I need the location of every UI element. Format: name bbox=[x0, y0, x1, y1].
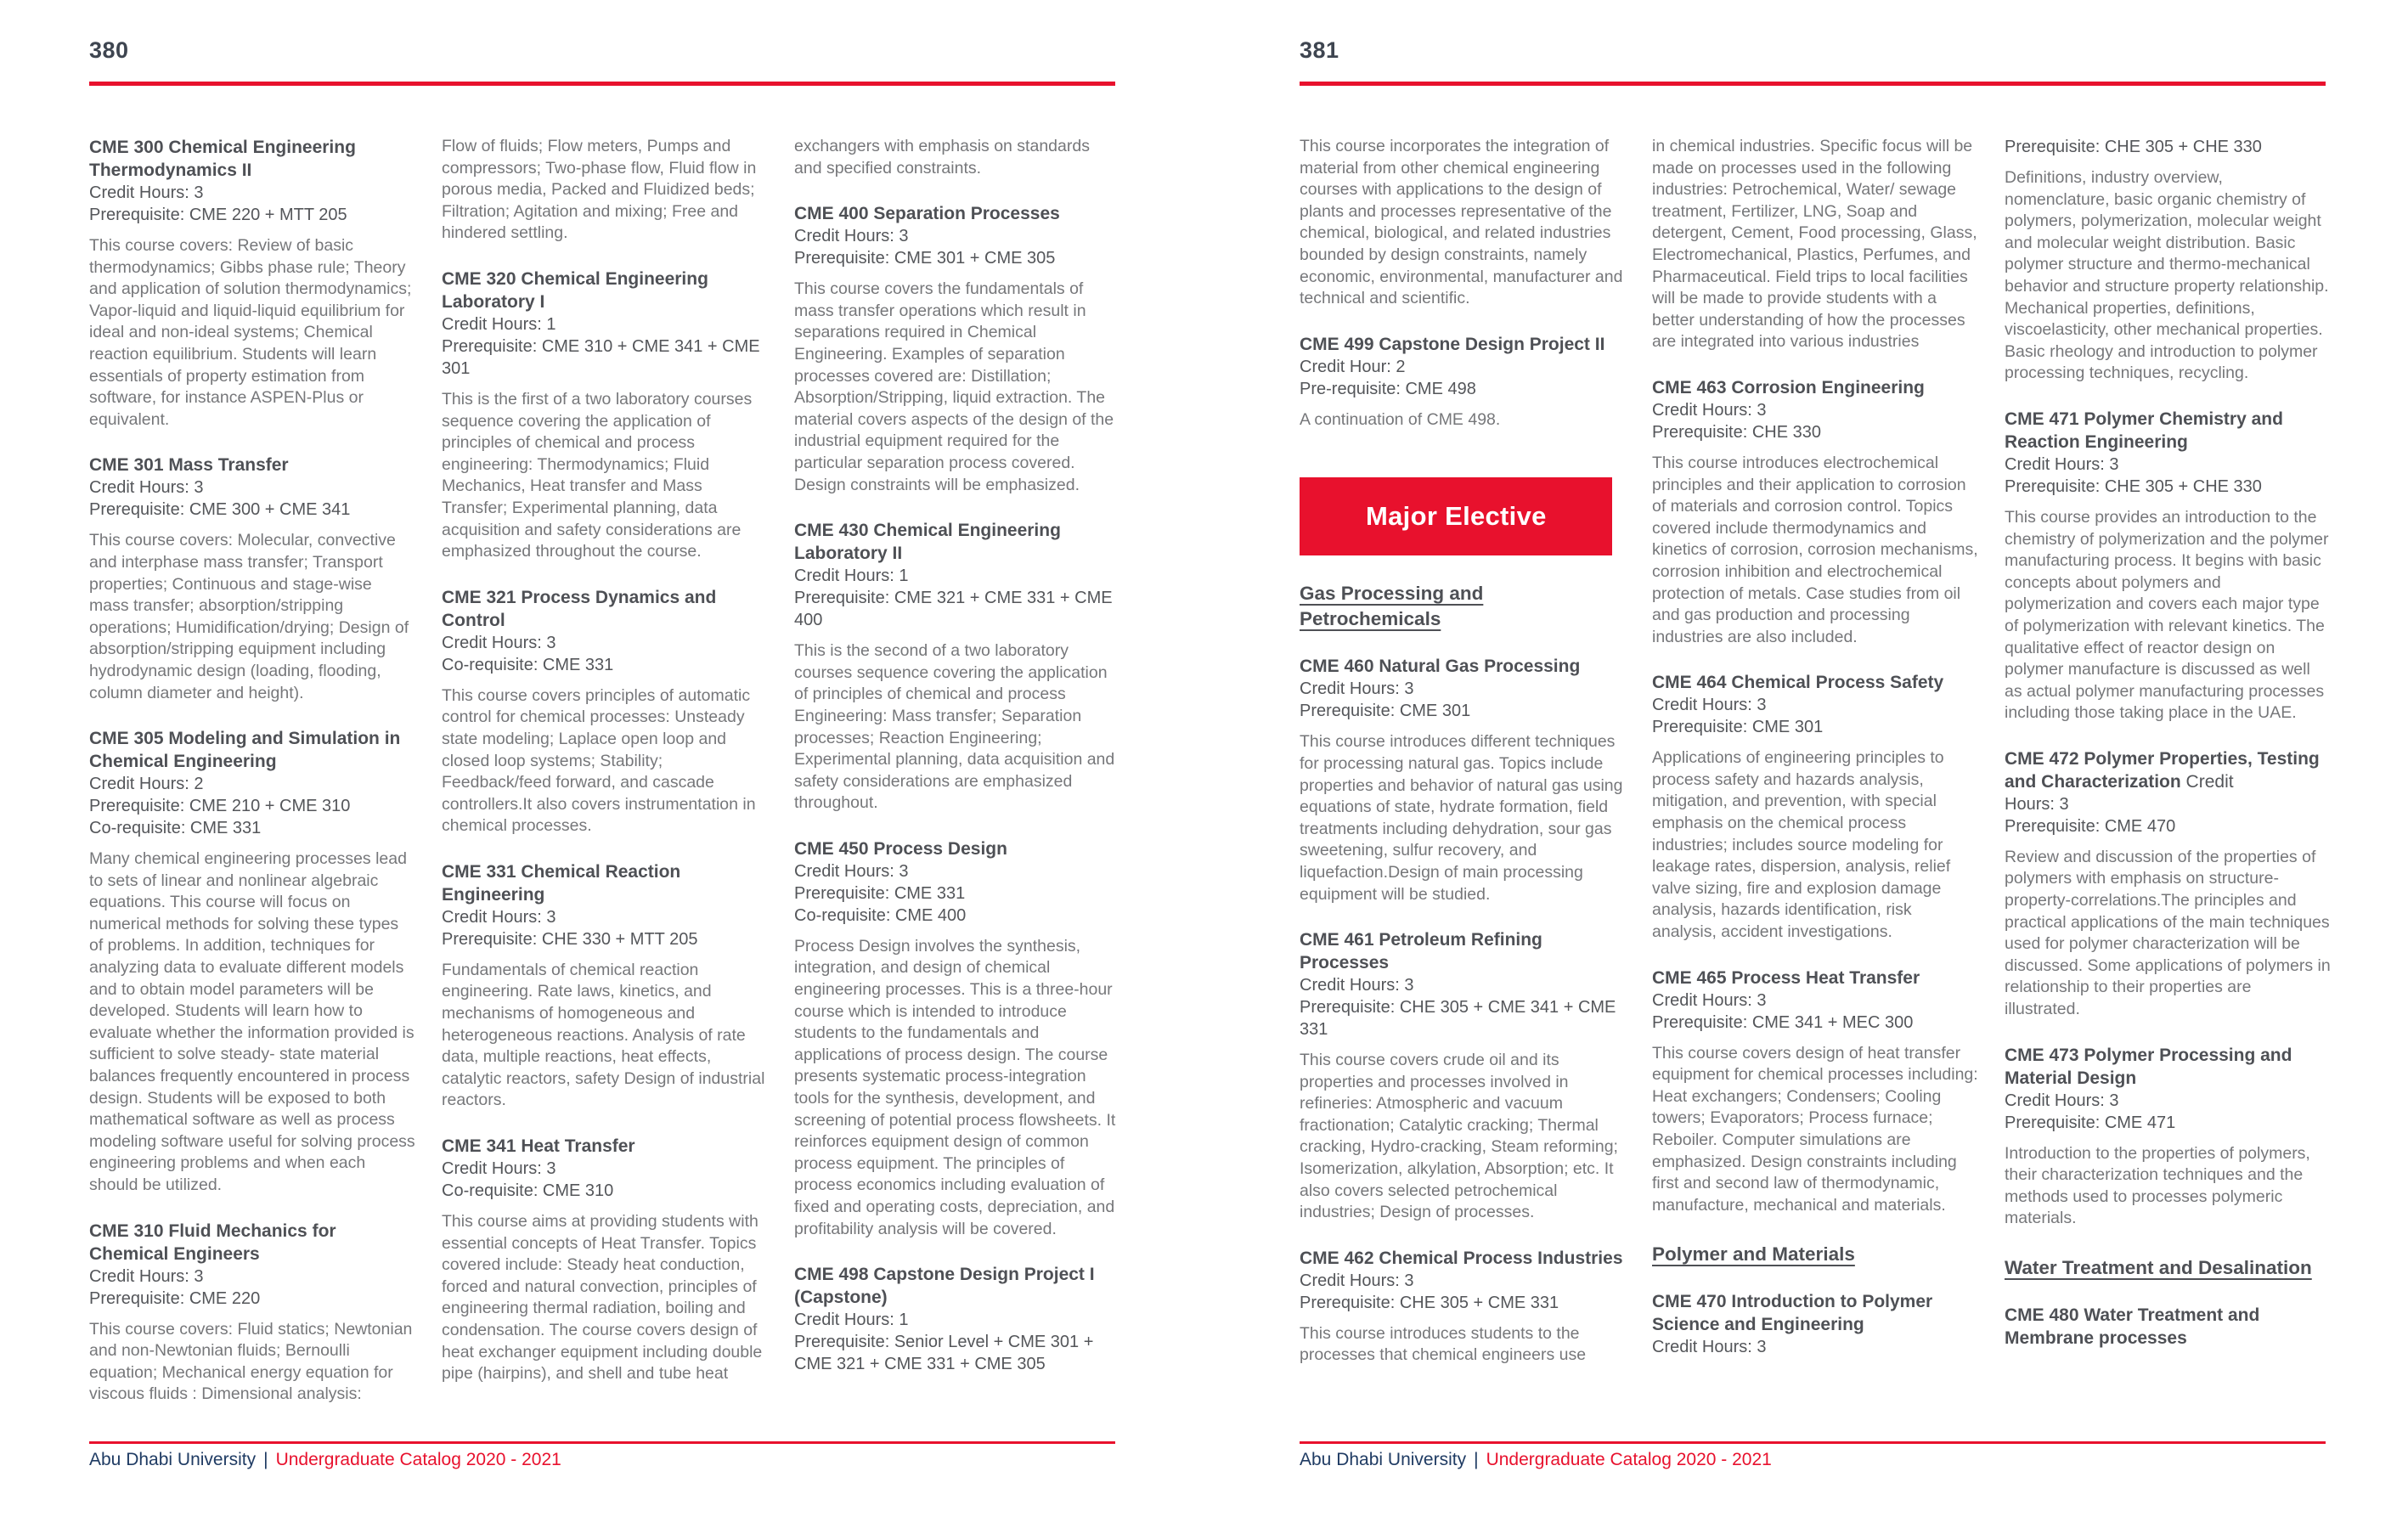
course-entry bbox=[1652, 671, 1978, 943]
course-title-text: CME 321 Process Dynamics and Control bbox=[442, 587, 717, 630]
course-meta-line: Credit Hours: 3 bbox=[1652, 990, 1767, 1010]
course-meta-line: Credit Hours: 3 bbox=[89, 1266, 204, 1286]
course-meta-line: Credit Hours: 3 bbox=[1300, 679, 1414, 699]
course-description: This course covers the fundamentals of mass transfer operations which result in separations required in Chemical Engineering. Examples of separation processes covered are: Distillation; Absorption/Stripping, liquid extraction. The material covers aspects of the design of the industrial equipment required for the particular separation process covered. Design constraints will be emphasized. bbox=[794, 279, 1114, 494]
course-entry bbox=[1652, 1290, 1978, 1358]
course-title bbox=[2005, 408, 2331, 454]
course-entry bbox=[794, 837, 1120, 1240]
category-heading: Water Treatment and Desalination bbox=[2005, 1257, 2312, 1278]
course-title bbox=[442, 860, 768, 906]
course-meta-line: Prerequisite: CHE 305 + CHE 330 bbox=[2005, 476, 2262, 496]
course-meta-line: Credit Hours: 3 bbox=[1300, 976, 1414, 995]
course-title-text: CME 470 Introduction to Polymer Science and Engineering bbox=[1652, 1292, 1933, 1335]
footer-rule bbox=[89, 1441, 1115, 1444]
course-title-text: CME 305 Modeling and Simulation in Chemical Engineering bbox=[89, 729, 401, 772]
course-meta-line: Prerequisite: CME 210 + CME 310 bbox=[89, 797, 351, 816]
text-column bbox=[794, 136, 1120, 1375]
columns-area bbox=[1300, 136, 2331, 1446]
course-title-text: CME 341 Heat Transfer bbox=[442, 1136, 635, 1157]
course-entry bbox=[1300, 928, 1626, 1224]
text-paragraph: Flow of fluids; Flow meters, Pumps and compressors; Two-phase flow, Fluid flow in porous media, Packed and Fluidized beds; Filtration; Agitation and mixing; Free and hindered settling. bbox=[442, 137, 757, 243]
course-entry bbox=[2005, 747, 2331, 1021]
course-meta-line: Prerequisite: CHE 330 bbox=[1652, 422, 1821, 442]
footer-rule bbox=[1300, 1441, 2326, 1444]
course-title bbox=[1652, 1290, 1978, 1336]
course-title bbox=[1300, 1247, 1626, 1270]
course-description: This course introduces electrochemical principles and their application to corrosion of materials and corrosion control. Topics covered include thermodynamics and kinetics of corrosion, corrosion mechanisms, corrosion inhibition and electrochemical protection of metals. Case studies from oil and gas production and processing industries are also included. bbox=[1652, 453, 1978, 646]
course-title bbox=[794, 519, 1120, 565]
header-rule bbox=[1300, 82, 2326, 86]
course-meta-line: Co-requisite: CME 331 bbox=[89, 819, 262, 838]
course-title bbox=[2005, 1304, 2331, 1350]
course-title-text: CME 499 Capstone Design Project II bbox=[1300, 334, 1605, 354]
course-description: This course introduces students to the processes that chemical engineers use bbox=[1300, 1323, 1587, 1365]
course-entry bbox=[89, 454, 415, 704]
course-title-text: CME 461 Petroleum Refining Processes bbox=[1300, 930, 1542, 973]
course-entry bbox=[794, 1263, 1120, 1375]
footer-divider: | bbox=[263, 1450, 268, 1469]
course-description: This course covers: Fluid statics; Newtonian and non-Newtonian fluids; Bernoulli equation; Mechanical energy equation for viscous fluids : Dimensional analysis: bbox=[89, 1319, 413, 1404]
course-meta-line: Prerequisite: CME 300 + CME 341 bbox=[89, 500, 351, 520]
course-title bbox=[89, 136, 415, 182]
course-title-text: CME 472 Polymer Properties, Testing and Characterization bbox=[2005, 748, 2320, 792]
course-title bbox=[1652, 967, 1978, 989]
course-description: Review and discussion of the properties of polymers with emphasis on structure-property-correlations.The principles and practical applications of the main techniques used for polymer characterization will be discussed. Some applications of polymers in relationship to their properties are illustrated. bbox=[2005, 847, 2331, 1019]
course-meta-line: Credit Hours: 1 bbox=[794, 567, 909, 586]
course-meta-line: Prerequisite: CHE 305 + CHE 330 bbox=[2005, 138, 2262, 156]
page-number: 381 bbox=[1300, 37, 1339, 63]
catalog-page-381 bbox=[1204, 0, 2408, 1539]
category-heading: Gas Processing and Petrochemicals bbox=[1300, 583, 1484, 630]
course-meta-line: Prerequisite: CME 301 bbox=[1300, 702, 1471, 721]
course-title-text: CME 480 Water Treatment and Membrane processes bbox=[2005, 1305, 2260, 1348]
header-rule bbox=[89, 82, 1115, 86]
text-paragraph: Definitions, industry overview, nomenclature, basic organic chemistry of polymers, polymerization, molecular weight and molecular weight distribution. Basic polymer structure and thermo-mechanical behavior and structure property relationship. Mechanical properties, definitions, viscoelasticity, other mechanical properties. Basic rheology and introduction to polymer processing techniques, recycling. bbox=[2005, 168, 2329, 383]
course-meta-line: Credit Hours: 3 bbox=[2005, 454, 2119, 474]
course-entry bbox=[2005, 408, 2331, 724]
course-description: This is the first of a two laboratory courses sequence covering the application of principles of chemical and process engineering: Thermodynamics; Fluid Mechanics, Heat transfer and Mass Transfer; Experimental planning, data acquisition and safety considerations are emphasized throughout the course. bbox=[442, 389, 753, 561]
text-paragraph: exchangers with emphasis on standards and specified constraints. bbox=[794, 137, 1090, 178]
category-heading: Polymer and Materials bbox=[1652, 1243, 1855, 1266]
course-title bbox=[1300, 928, 1626, 974]
course-meta-line: Pre-requisite: CME 498 bbox=[1300, 379, 1476, 398]
course-meta-line: Prerequisite: CME 470 bbox=[2005, 816, 2176, 836]
course-title bbox=[2005, 747, 2331, 793]
course-meta-line: Prerequisite: CHE 330 + MTT 205 bbox=[442, 929, 698, 949]
text-paragraph: in chemical industries. Specific focus will be made on processes used in the following industries: Petrochemical, Water/ sewage treatment, Fertilizer, LNG, Soap and detergent, Cement, Food processing, Glass, Electromechanical, Plastics, Perfumes, and Pharmaceutical. Field trips to local facilities will be made to provide students with a better understanding of how the processes are integrated into various industries bbox=[1652, 137, 1977, 352]
course-title-inline-meta: Credit bbox=[2180, 771, 2234, 792]
course-description: This is the second of a two laboratory courses sequence covering the application of principles of chemical and process Engineering: Mass transfer; Separation processes; Reaction Engineering; Experimental planning, data acquisition and safety considerations are emphasized throughout. bbox=[794, 641, 1115, 813]
course-description: Many chemical engineering processes lead to sets of linear and nonlinear algebraic equations. This course will focus on numerical methods for solving these types of problems. In addition, techniques for analyzing data to evaluate different models and to obtain model parameters will be developed. Students will learn how to evaluate whether the information provided is sufficient to solve steady- state material balances frequently encountered in process design. Students will be exposed to both mathematical software as well as process modeling software useful for solving process engineering problems and when each should be utilized. bbox=[89, 849, 415, 1194]
course-title-text: CME 460 Natural Gas Processing bbox=[1300, 657, 1581, 677]
major-elective-label: Major Elective bbox=[1366, 501, 1547, 532]
course-title-text: CME 464 Chemical Process Safety bbox=[1652, 673, 1944, 693]
course-entry bbox=[89, 727, 415, 1197]
course-meta-line: Credit Hours: 3 bbox=[1652, 696, 1767, 715]
course-description: This course aims at providing students with essential concepts of Heat Transfer. Topics covered include: Steady heat conduction, forced and natural convection, principles of engineering thermal radiation, boiling and condensation. The course covers design of heat exchanger equipment including double pipe (hairpins), and shell and tube heat bbox=[442, 1212, 763, 1384]
course-title-text: CME 400 Separation Processes bbox=[794, 204, 1060, 224]
course-meta-line: Credit Hours: 3 bbox=[442, 633, 556, 652]
columns-area bbox=[89, 136, 1115, 1446]
course-description: This course provides an introduction to the chemistry of polymerization and the polymer manufacturing process. It begins with basic concepts about polymers and polymerization and covers each major type of polymerization with relevant kinetics. The qualitative effect of reactor design on polymer manufacture is discussed as well as actual polymer manufacturing processes including those taking place in the UAE. bbox=[2005, 507, 2329, 723]
course-entry bbox=[89, 1220, 415, 1406]
course-entry bbox=[1652, 967, 1978, 1217]
text-column bbox=[1652, 136, 1978, 1358]
course-description: Process Design involves the synthesis, integration, and design of chemical engineering processes. This is a three-hour course which is intended to introduce students to the fundamentals and applications of process design. The course presents systematic process-integration tools for the synthesis, development, and screening of potential process flowsheets. It reinforces equipment design of common process equipment. The principles of process economics including evaluation of fixed and operating costs, depreciation, and profitability analysis will be covered. bbox=[794, 936, 1116, 1238]
course-entry bbox=[1300, 333, 1626, 431]
course-meta-line: Credit Hours: 1 bbox=[442, 314, 556, 334]
course-meta-line: Credit Hours: 1 bbox=[794, 1311, 909, 1330]
course-title-text: CME 462 Chemical Process Industries bbox=[1300, 1248, 1623, 1268]
course-title-text: CME 320 Chemical Engineering Laboratory I bbox=[442, 268, 708, 312]
course-meta-line: Credit Hours: 3 bbox=[1300, 1271, 1414, 1290]
course-meta-line: Credit Hours: 2 bbox=[89, 775, 204, 794]
course-title-text: CME 471 Polymer Chemistry and Reaction Engineering bbox=[2005, 409, 2283, 452]
course-meta-line: Prerequisite: CME 341 + MEC 300 bbox=[1652, 1012, 1914, 1032]
course-title bbox=[89, 727, 415, 773]
page-content bbox=[89, 0, 1115, 1539]
course-meta-line: Co-requisite: CME 400 bbox=[794, 905, 967, 925]
course-entry bbox=[89, 136, 415, 431]
course-description: This course covers principles of automatic control for chemical processes: Unsteady state modeling; Laplace open loop and closed loop systems; Stability; Feedback/feed forward, and cascade controllers.It also covers instrumentation in chemical processes. bbox=[442, 685, 756, 836]
course-title bbox=[794, 1263, 1120, 1309]
course-meta-line: Credit Hours: 3 bbox=[89, 183, 204, 202]
course-meta-line: Prerequisite: CME 310 + CME 341 + CME 301 bbox=[442, 336, 760, 378]
footer-catalog-title: Undergraduate Catalog 2020 - 2021 bbox=[1486, 1450, 1772, 1469]
course-description: Applications of engineering principles to process safety and hazards analysis, mitigation, and prevention, with special emphasis on the chemical process industries; includes source modeling for leakage rates, dispersion, analysis, relief valve sizing, fire and explosion damage analysis, hazards identification, risk analysis, accident investigations. bbox=[1652, 748, 1951, 942]
course-title bbox=[1300, 333, 1626, 356]
course-entry bbox=[1300, 655, 1626, 905]
course-title-text: CME 430 Chemical Engineering Laboratory II bbox=[794, 521, 1061, 564]
course-meta-line: Credit Hours: 3 bbox=[442, 907, 556, 927]
course-title bbox=[442, 586, 768, 632]
page-footer bbox=[1300, 1450, 1772, 1470]
course-meta-line: Credit Hours: 3 bbox=[1652, 1338, 1767, 1357]
course-meta-line: Prerequisite: CME 321 + CME 331 + CME 400 bbox=[794, 589, 1113, 630]
course-title-text: CME 450 Process Design bbox=[794, 838, 1007, 859]
course-title-text: CME 463 Corrosion Engineering bbox=[1652, 377, 1925, 397]
course-meta-line: Co-requisite: CME 331 bbox=[442, 655, 614, 674]
course-meta-line: Prerequisite: CHE 305 + CME 341 + CME 331 bbox=[1300, 998, 1616, 1040]
page-number: 380 bbox=[89, 37, 129, 63]
course-title bbox=[442, 1135, 768, 1158]
course-description: A continuation of CME 498. bbox=[1300, 409, 1501, 429]
course-entry bbox=[794, 202, 1120, 496]
course-description: This course covers crude oil and its properties and processes involved in refineries: Atmospheric and vacuum fractionation; Catalytic cracking; Thermal cracking, Hydro-cracking, Steam reforming; Isomerization, alkylation, Absorption; etc. It also covers selected petrochemical industries; Design of processes. bbox=[1300, 1051, 1618, 1222]
course-entry bbox=[1300, 1247, 1626, 1367]
course-entry bbox=[2005, 1044, 2331, 1230]
course-title bbox=[794, 202, 1120, 225]
course-meta-line: Credit Hours: 3 bbox=[1652, 400, 1767, 420]
course-meta-line: Credit Hour: 2 bbox=[1300, 357, 1406, 376]
course-meta-line: Credit Hours: 3 bbox=[89, 478, 204, 498]
course-meta-line: Prerequisite: Senior Level + CME 301 + CME 321 + CME 331 + CME 305 bbox=[794, 1333, 1094, 1374]
course-meta-line: Co-requisite: CME 310 bbox=[442, 1181, 614, 1201]
course-meta-line: Prerequisite: CME 220 bbox=[89, 1288, 261, 1308]
course-title-text: CME 301 Mass Transfer bbox=[89, 455, 289, 476]
course-title-text: CME 331 Chemical Reaction Engineering bbox=[442, 861, 681, 905]
course-title bbox=[794, 837, 1120, 860]
course-title bbox=[1652, 671, 1978, 694]
text-column bbox=[442, 136, 768, 1385]
course-entry bbox=[442, 1135, 768, 1385]
text-column bbox=[2005, 136, 2331, 1350]
course-title-text: CME 310 Fluid Mechanics for Chemical Engineers bbox=[89, 1220, 336, 1264]
course-meta-line: Prerequisite: CME 471 bbox=[2005, 1113, 2176, 1132]
course-entry bbox=[794, 519, 1120, 815]
course-title-text: CME 300 Chemical Engineering Thermodynamics II bbox=[89, 138, 356, 180]
course-title bbox=[2005, 1044, 2331, 1090]
course-description: This course introduces different techniques for processing natural gas. Topics include properties and behavior of natural gas using equations of state, hydrate formation, field treatments including dehydration, sour gas sweetening, sulfur recovery, and liquefaction.Design of main processing equipment will be studied. bbox=[1300, 732, 1623, 904]
course-meta-line: Credit Hours: 3 bbox=[2005, 1091, 2119, 1110]
course-meta-line: Hours: 3 bbox=[2005, 794, 2069, 814]
course-title bbox=[1652, 376, 1978, 399]
course-description: Introduction to the properties of polymers, their characterization techniques and the methods used to processes polymeric materials. bbox=[2005, 1143, 2310, 1228]
footer-divider: | bbox=[1474, 1450, 1479, 1469]
course-title bbox=[89, 454, 415, 476]
course-entry bbox=[2005, 1304, 2331, 1350]
course-meta-line: Prerequisite: CHE 305 + CME 331 bbox=[1300, 1293, 1559, 1312]
course-title bbox=[442, 268, 768, 313]
course-description: This course covers: Molecular, convective and interphase mass transfer; Transport properties; Continuous and stage-wise mass transfer; absorption/stripping operations; Humidification/drying; Design of absorption/stripping equipment including hydrodynamic design (loading, flooding, column diameter and height). bbox=[89, 531, 409, 702]
text-paragraph: This course incorporates the integration of material from other chemical engineering courses with applications to the design of plants and processes representative of the chemical, biological, and related industries bounded by design constraints, namely economic, environmental, manufacturer and technical and scientific. bbox=[1300, 137, 1623, 308]
course-meta-line: Prerequisite: CME 301 + CME 305 bbox=[794, 249, 1056, 268]
course-meta-line: Credit Hours: 3 bbox=[794, 861, 909, 881]
course-entry bbox=[442, 586, 768, 837]
course-title-text: CME 473 Polymer Processing and Material Design bbox=[2005, 1045, 2292, 1088]
major-elective-banner bbox=[1300, 477, 1612, 555]
course-meta-line: Prerequisite: CME 331 bbox=[794, 883, 966, 903]
course-description: Fundamentals of chemical reaction engineering. Rate laws, kinetics, and mechanisms of homogeneous and heterogeneous reactions. Analysis of rate data, multiple reactions, heat effects, catalytic reactors, safety Design of industrial reactors. bbox=[442, 960, 765, 1110]
footer-catalog-title: Undergraduate Catalog 2020 - 2021 bbox=[275, 1450, 561, 1469]
course-meta-line: Credit Hours: 3 bbox=[442, 1159, 556, 1179]
text-column bbox=[89, 136, 415, 1406]
course-meta-line: Credit Hours: 3 bbox=[794, 227, 909, 246]
course-description: This course covers design of heat transfer equipment for chemical processes including: Heat exchangers; Condensers; Cooling towers; Evaporators; Process furnace; Reboiler. Computer simulations are emphasized. Design constraints including first and second law of thermodynamic, manufacture, mechanical and materials. bbox=[1652, 1043, 1978, 1215]
course-entry bbox=[442, 860, 768, 1112]
footer-institution: Abu Dhabi University bbox=[1300, 1450, 1467, 1469]
course-title bbox=[1300, 655, 1626, 678]
course-meta-line: Prerequisite: CME 220 + MTT 205 bbox=[89, 206, 347, 224]
course-meta-line: Prerequisite: CME 301 bbox=[1652, 718, 1824, 737]
page-footer bbox=[89, 1450, 561, 1470]
page-content bbox=[1300, 0, 2331, 1539]
text-column bbox=[1300, 136, 1626, 1367]
course-title-text: CME 498 Capstone Design Project I (Capstone) bbox=[794, 1265, 1095, 1308]
course-entry bbox=[1652, 376, 1978, 648]
course-entry bbox=[442, 268, 768, 563]
course-description: This course covers: Review of basic thermodynamics; Gibbs phase rule; Theory and application of solution thermodynamics; Vapor-liquid and liquid-liquid equilibrium for ideal and non-ideal systems; Chemical reaction equilibrium. Students will learn essentials of property estimation from software, for instance ASPEN-Plus or equivalent. bbox=[89, 236, 412, 429]
footer-institution: Abu Dhabi University bbox=[89, 1450, 257, 1469]
course-title bbox=[89, 1220, 415, 1266]
course-title-text: CME 465 Process Heat Transfer bbox=[1652, 967, 1920, 988]
